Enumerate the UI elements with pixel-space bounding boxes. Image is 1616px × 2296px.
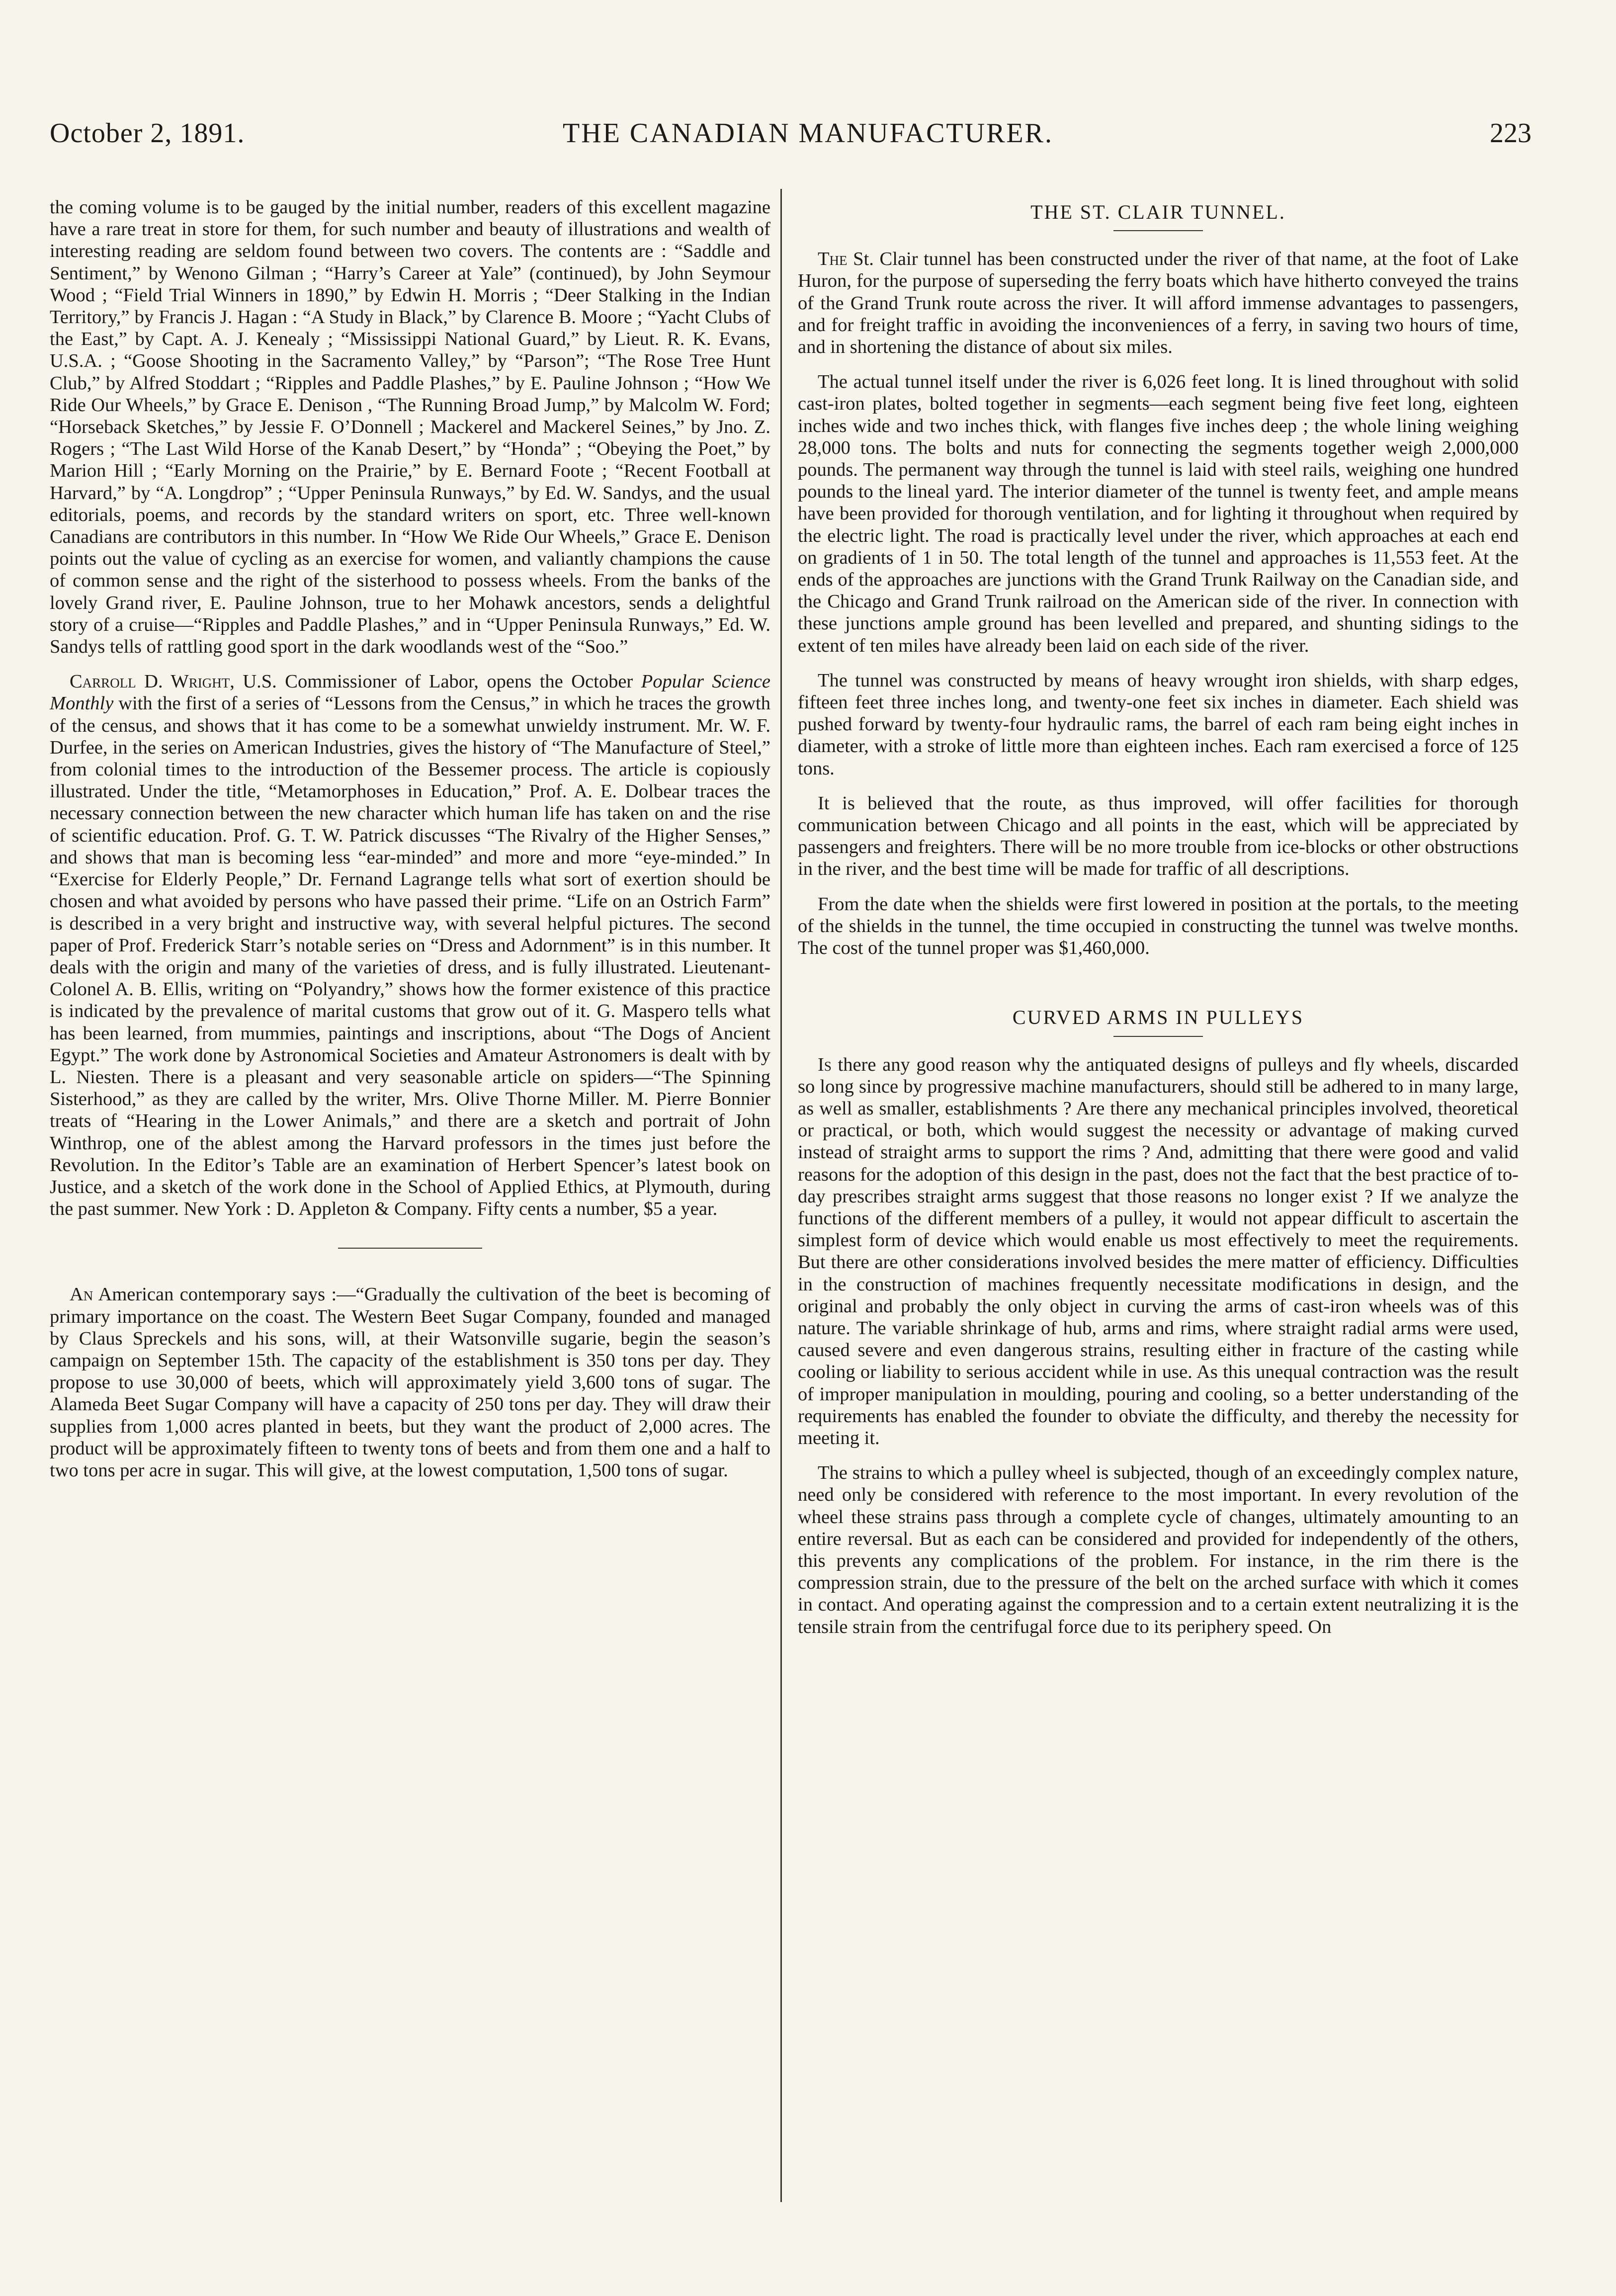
lead-words: Is [818,1054,832,1075]
left-column [50,196,770,1494]
beet-sugar-paragraph [50,1283,770,1481]
paragraph-text: American contemporary says :—“Gradually the cultivation of the beet is becoming of primary importance on the coast. The Western Beet Sugar Company, founded and managed by Claus Spreckels and his sons, will, at their Watsonville sugarie, begin the season’s campaign on September 15th. The capacity of the establishment is 350 tons per day. They propose to use 30,000 of beets, which will approximately yield 3,600 tons of sugar. The Alameda Beet Sugar Company will have a capacity of 250 tons per day. They will draw their supplies from 1,000 acres planted in beets, but they want the product of 2,000 acres. The product will be approximately fifteen to twenty tons of beets and from them one and a half to two tons per acre in sugar. This will give, at the lowest computation, 1,500 tons of sugar. [50,1284,770,1481]
issue-date: October 2, 1891. [50,118,245,149]
tunnel-paragraph: From the date when the shields were first lowered in position at the portals, to the meeting of the shields in the tunnel, the time occupied in constructing the tunnel was twelve months. The cost of the tunnel proper was $1,460,000. [798,893,1519,959]
pulleys-heading: CURVED ARMS IN PULLEYS [1012,1006,1304,1029]
tunnel-paragraph: The tunnel was constructed by means of heavy wrought iron shields, with sharp edges, fifteen feet three inches long, and twenty-one feet six inches in diameter. Each shield was pushed forward by twenty-four hydraulic rams, the barrel of each ram being eight inches in diameter, with a stroke of little more than eighteen inches. Each ram exercised a force of 125 tons. [798,670,1519,779]
heading-rule [1113,230,1203,231]
outing-review-paragraph: the coming volume is to be gauged by the initial number, readers of this excellent magazine have a rare treat in store for them, for such number and beauty of illustrations and wealth of interesting reading are seldom found between two covers. The contents are : “Saddle and Sentiment,” by Wenono Gilman ; “Harry’s Career at Yale” (continued), by John Seymour Wood ; “Field Trial Winners in 1890,” by Edwin H. Morris ; “Deer Stalking in the Indian Territory,” by Francis J. Hagan : “A Study in Black,” by Clarence B. Moore ; “Yacht Clubs of the East,” by Capt. A. J. Kenealy ; “Mississippi National Guard,” by Lieut. R. K. Evans, U.S.A. ; “Goose Shooting in the Sacramento Valley,” by “Parson”; “The Rose Tree Hunt Club,” by Alfred Stoddart ; “Ripples and Paddle Plashes,” by E. Pauline Johnson ; “How We Ride Our Wheels,” by Grace E. Denison , “The Running Broad Jump,” by Malcolm W. Ford; “Horseback Sketches,” by Jessie F. O’Donnell ; Mackerel and Mackerel Seines,” by Jno. Z. Rogers ; “The Last Wild Horse of the Kanab Desert,” by “Honda” ; “Obeying the Poet,” by Marion Hill ; “Early Morning on the Prairie,” by E. Bernard Foote ; “Recent Football at Harvard,” by “A. Longdrop” ; “Upper Peninsula Runways,” by Ed. W. Sandys, and the usual editorials, poems, and records by the standard writers on sport, etc. Three well-known Canadians are contributors in this number. In “How We Ride Our Wheels,” Grace E. Denison points out the value of cycling as an exercise for women, and valiantly champions the cause of common sense and the right of the sisterhood to possess wheels. From the banks of the lovely Grand river, E. Pauline Johnson, true to her Mohawk ancestors, sends a delightful story of a cruise—“Ripples and Paddle Plashes,” and in “Upper Peninsula Runways,” Ed. W. Sandys tells of rattling good sport in the dark woodlands west of the “Soo.” [50,197,770,658]
page-header [0,117,1616,157]
lead-words: Carroll D. Wright, [70,671,235,692]
section-divider [338,1248,482,1249]
paragraph-text: St. Clair tunnel has been constructed under the river of that name, at the foot of Lake Huron, for the purpose of superseding the ferry boats which have hitherto conveyed the trains of the Grand Trunk route across the river. It will afford immense advantages to passengers, and for freight traffic in avoiding the inconveniences of a ferry, in saving two hours of time, and in shortening the distance of about six miles. [798,249,1519,358]
paragraph-text: with the first of a series of “Lessons from the Census,” in which he traces the growth of the census, and shows that it has come to be a somewhat unwieldy instrument. Mr. W. F. Durfee, in the series on American Industries, gives the history of “The Manufacture of Steel,” from colonial times to the introduction of the Bessemer process. The article is copiously illustrated. Under the title, “Metamorphoses in Education,” Prof. A. E. Dolbear traces the necessary connection between the new character which human life has taken on and the rise of scientific education. Prof. G. T. W. Patrick discusses “The Rivalry of the Higher Senses,” and shows that man is becoming less “ear-minded” and more and more “eye-minded.” In “Exercise for Elderly People,” Dr. Fernand Lagrange tells what sort of exertion should be chosen and what avoided by persons who have passed their prime. “Life on an Ostrich Farm” is described in a very bright and instructive way, with several helpful pictures. The second paper of Prof. Frederick Starr’s notable series on “Dress and Adornment” is in this number. It deals with the origin and many of the varieties of dress, and is fully illustrated. Lieutenant-Colonel A. B. Ellis, writing on “Polyandry,” shows how the former existence of this practice is indicated by the prevalence of marital customs that grow out of it. G. Maspero tells what has been learned, from mummies, paintings and inscriptions, about “The Dogs of Ancient Egypt.” The work done by Astronomical Societies and Amateur Astronomers is dealt with by L. Niesten. There is a pleasant and very seasonable article on spiders—“The Spinning Sisterhood,” as they are called by the writer, Mrs. Olive Thorne Miller. M. Pierre Bonnier treats of “Hearing in the Lower Animals,” and there are a sketch and portrait of John Winthrop, one of the ablest among the Harvard professors in the times just before the Revolution. In the Editor’s Table are an examination of Herbert Spencer’s latest book on Justice, and a sketch of the work done in the School of Applied Ethics, at Plymouth, during the past summer. New York : D. Appleton & Company. Fifty cents a number, $5 a year. [50,693,770,1220]
pulleys-paragraph [798,1054,1519,1449]
paragraph-text: there any good reason why the antiquated designs of pulleys and fly wheels, discarded so long since by progressive machine manufacturers, should still be adhered to in many large, as well as smaller, establishments ? Are there any mechanical principles involved, theoretical or practical, or both, which would suggest the necessity or advantage of making curved instead of straight arms to support the rims ? And, admitting that there were good and valid reasons for the adoption of this design in the past, does not the fact that the best practice of to-day prescribes straight arms suggest that those reasons no longer exist ? If we analyze the functions of the different members of a pulley, it would not appear difficult to ascertain the simplest form of device which would enable us most effectively to meet the requirements. But there are other considerations involved besides the mere matter of efficiency. Difficulties in the construction of machines frequently necessitate modifications in design, and the original and probably the only object in curving the arms of cast-iron wheels was of this nature. The variable shrinkage of hub, arms and rims, where straight radial arms were used, caused severe and even dangerous strains, resulting either in fracture of the casting while cooling or liability to serious accident while in use. As this unequal contraction was the result of improper manipulation in moulding, pouring and cooling, so a better understanding of the requirements has enabled the founder to obviate the difficulty, and thereby the necessity for meeting it. [798,1054,1519,1448]
magazine-title: Popular Science Monthly [50,671,770,714]
pulleys-paragraph: The strains to which a pulley wheel is subjected, though of an exceedingly complex nature, need only be considered with reference to the most important. In every revolution of the wheel these strains pass through a complete cycle of changes, ultimately amounting to an entire reversal. But as each can be considered and provided for independently of the others, this prevents any complications of the problem. For instance, in the rim there is the compression strain, due to the pressure of the belt on the arched surface with which it comes in contact. And operating against the compression and to a certain extent neutralizing it is the tensile strain from the centrifugal force due to its periphery speed. On [798,1462,1519,1637]
column-divider [780,189,782,2202]
right-column [798,196,1519,1651]
tunnel-paragraph: It is believed that the route, as thus improved, will offer facilities for thorough communication between Chicago and all points in the east, which will be appreciated by passengers and freighters. There will be no more trouble from ice-blocks or other obstructions in the river, and the best time will be made for traffic of all descriptions. [798,792,1519,880]
tunnel-paragraph [798,248,1519,358]
page-number: 223 [1490,118,1531,149]
paragraph-text: U.S. Commissioner of Labor, opens the October [234,671,641,692]
tunnel-paragraph: The actual tunnel itself under the river is 6,026 feet long. It is lined throughout with solid cast-iron plates, bolted together in segments—each segment being five feet long, eighteen inches wide and two inches thick, with flanges five inches deep ; the whole lining weighing 28,000 tons. The bolts and nuts for connecting the segments together weigh 2,000,000 pounds. The permanent way through the tunnel is laid with steel rails, weighing one hundred pounds to the lineal yard. The interior diameter of the tunnel is twenty feet, and ample means have been provided for thorough ventilation, and for lighting it throughout when required by the electric light. The road is practically level under the river, which approaches at each end on gradients of 1 in 50. The total length of the tunnel and approaches is 11,553 feet. At the ends of the approaches are junctions with the Grand Trunk Railway on the Canadian side, and the Chicago and Grand Trunk railroad on the American side of the river. In connection with these junctions ample ground has been levelled and prepared, and shunting sidings to the extent of ten miles have already been laid on each side of the river. [798,371,1519,656]
popular-science-paragraph [50,671,770,1220]
heading-rule [1113,1036,1203,1037]
publication-title: THE CANADIAN MANUFACTURER. [563,118,1053,149]
section-gap [798,972,1519,1002]
lead-words: The [818,249,848,270]
lead-words: An [70,1284,93,1305]
tunnel-heading: THE ST. CLAIR TUNNEL. [1030,201,1286,223]
